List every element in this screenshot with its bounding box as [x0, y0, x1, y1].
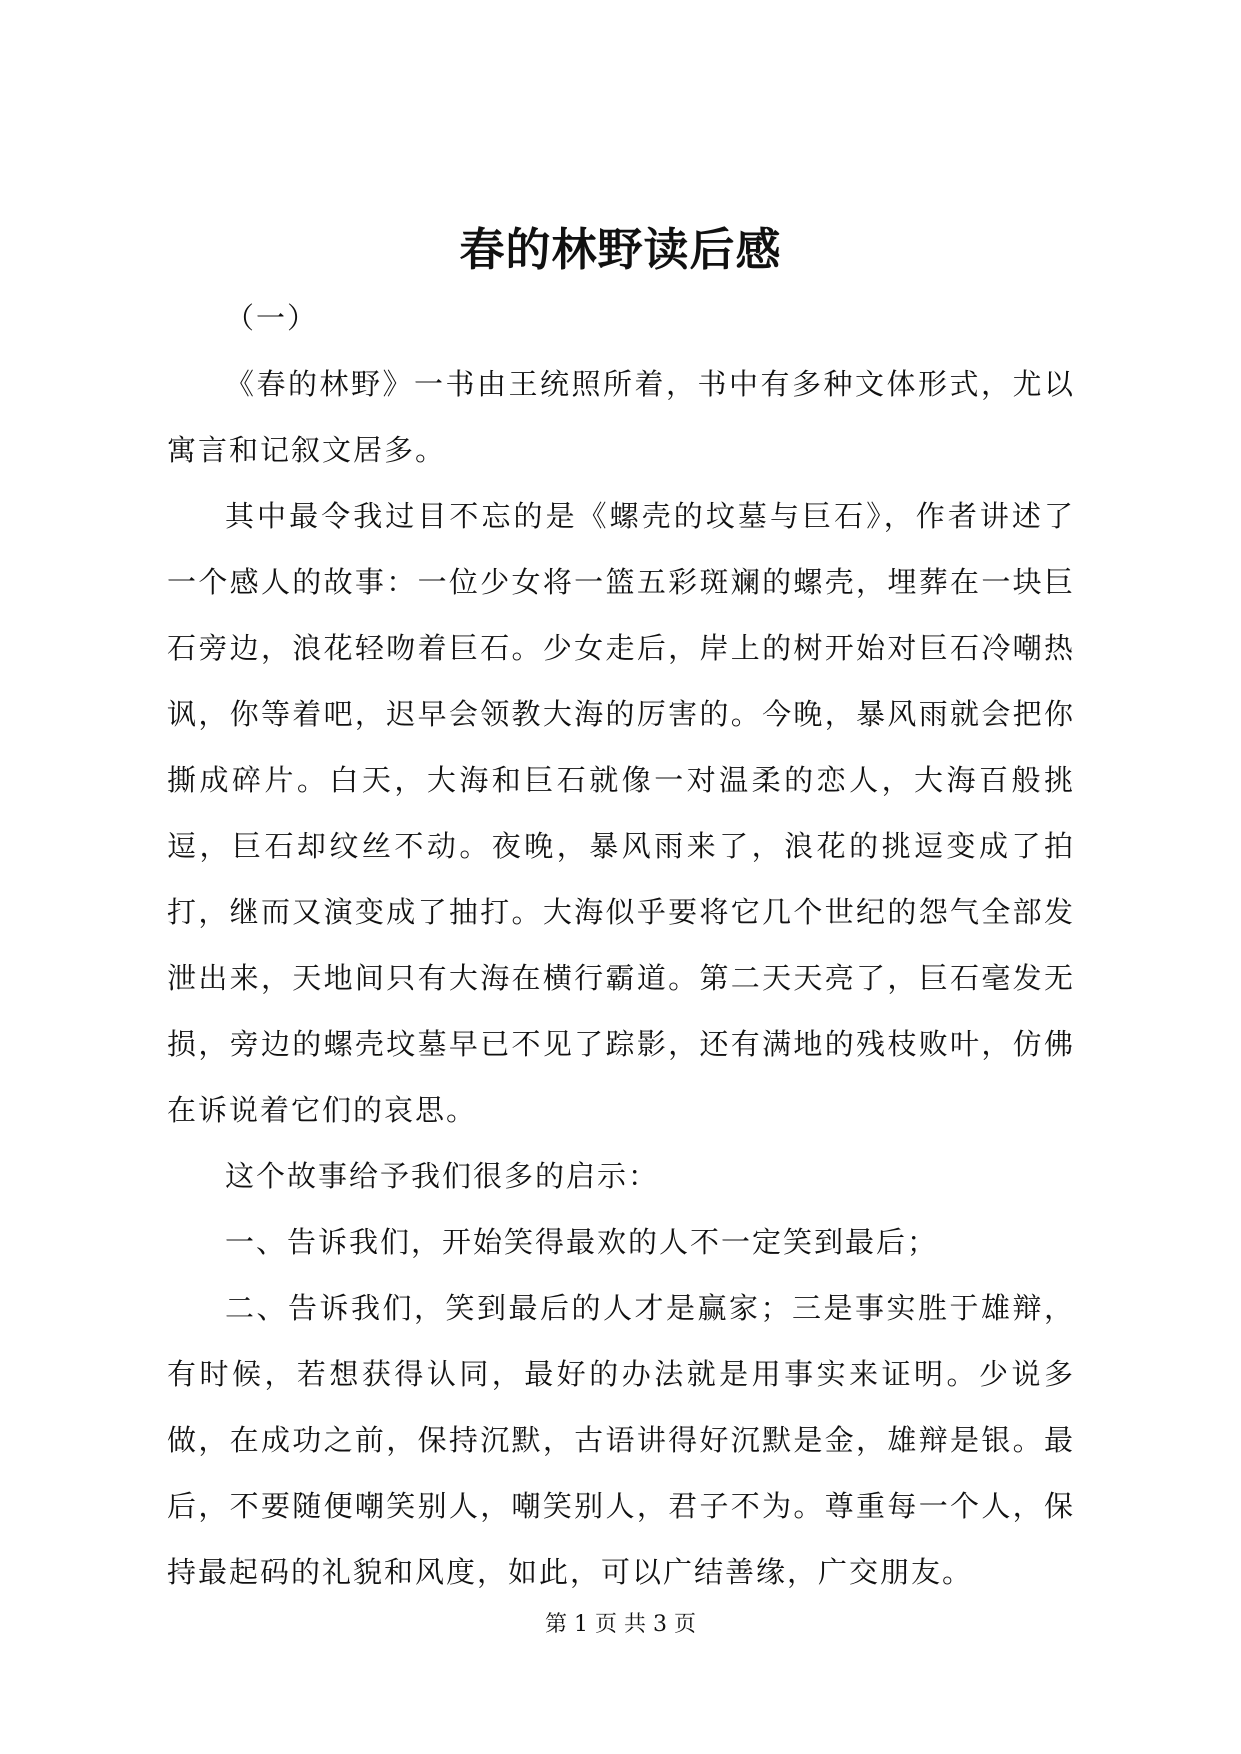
section-heading: （一） [225, 301, 319, 335]
paragraph-lesson-two: 二、告诉我们，笑到最后的人才是赢家；三是事实胜于雄辩，有时候，若想获得认同，最好的办法就是用事实来证明。少说多做，在成功之前，保持沉默，古语讲得好沉默是金，雄辩是银。最后，不要随便嘲笑别人，嘲笑别人，君子不为。尊重每一个人，保持最起码的礼貌和风度，如此，可以广结善缘，广交朋友。 [167, 1291, 1075, 1589]
paragraph-intro: 《春的林野》一书由王统照所着，书中有多种文体形式，尤以寓言和记叙文居多。 [167, 367, 1075, 467]
paragraph-lesson-one: 一、告诉我们，开始笑得最欢的人不一定笑到最后； [225, 1225, 939, 1259]
document-title: 春的林野读后感 [459, 223, 782, 276]
paragraph-lessons-lead: 这个故事给予我们很多的启示： [225, 1159, 660, 1193]
page-number-footer: 第 1 页 共 3 页 [545, 1612, 696, 1637]
document-body [167, 285, 1075, 1605]
paragraph-story: 其中最令我过目不忘的是《螺壳的坟墓与巨石》，作者讲述了一个感人的故事：一位少女将一篮五彩斑斓的螺壳，埋葬在一块巨石旁边，浪花轻吻着巨石。少女走后，岸上的树开始对巨石冷嘲热讽，你等着吧，迟早会领教大海的厉害的。今晚，暴风雨就会把你撕成碎片。白天，大海和巨石就像一对温柔的恋人，大海百般挑逗，巨石却纹丝不动。夜晚，暴风雨来了，浪花的挑逗变成了拍打，继而又演变成了抽打。大海似乎要将它几个世纪的怨气全部发泄出来，天地间只有大海在横行霸道。第二天天亮了，巨石毫发无损，旁边的螺壳坟墓早已不见了踪影，还有满地的残枝败叶，仿佛在诉说着它们的哀思。 [167, 499, 1075, 1127]
